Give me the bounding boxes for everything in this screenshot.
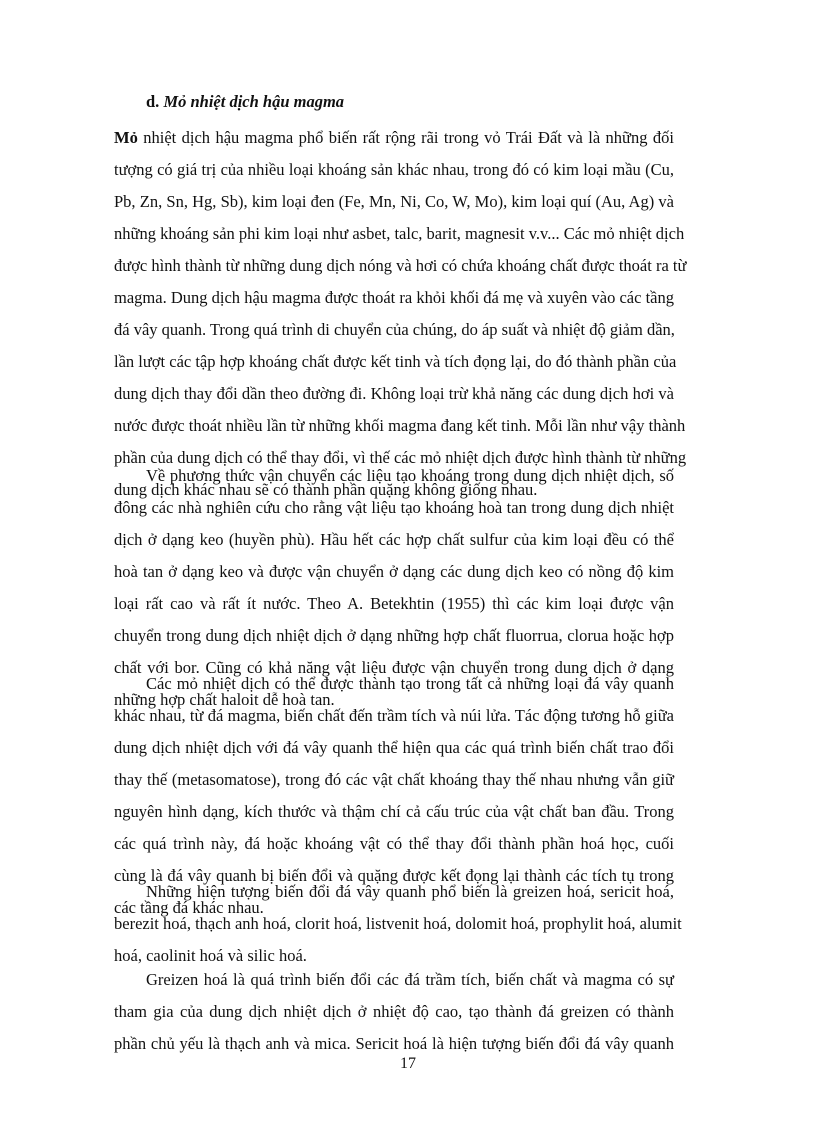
paragraph-line: berezit hoá, thạch anh hoá, clorit hoá, listvenit hoá, dolomit hoá, prophylit hoá, alumit xyxy=(114,914,682,933)
section-title: Mỏ nhiệt dịch hậu magma xyxy=(163,92,345,111)
paragraph-line: đá vây quanh. Trong quá trình di chuyển của chúng, do áp suất và nhiệt độ giảm dần, xyxy=(114,320,675,339)
paragraph-line: đông các nhà nghiên cứu cho rằng vật liệu tạo khoáng hoà tan trong dung dịch nhiệt xyxy=(114,498,674,517)
paragraph-line: Mỏ nhiệt dịch hậu magma phổ biến rất rộng rãi trong vỏ Trái Đất và là những đối xyxy=(114,128,674,147)
paragraph-1 xyxy=(114,122,687,506)
page-number: 17 xyxy=(400,1055,416,1072)
paragraph-line: các tầng đá khác nhau. xyxy=(114,898,264,917)
paragraph-line: những khoáng sản phi kim loại như asbet, talc, barit, magnesit v.v... Các mỏ nhiệt dịch xyxy=(114,224,685,243)
paragraph-line: dung dịch thay đổi dần theo đường đi. Không loại trừ khả năng các dung dịch hơi và xyxy=(114,384,674,403)
paragraph-line: hoá, caolinit hoá và silic hoá. xyxy=(114,946,307,965)
paragraph-line: dung dịch nhiệt dịch với đá vây quanh thể hiện qua các quá trình biến chất trao đổi xyxy=(114,738,674,757)
paragraph-line: Các mỏ nhiệt dịch có thể được thành tạo trong tất cả những loại đá vây quanh xyxy=(146,674,674,693)
paragraph-line: lần lượt các tập hợp khoáng chất được kết tinh và tích đọng lại, do đó thành phần của xyxy=(114,352,677,371)
paragraph-5 xyxy=(114,964,674,1060)
paragraph-line: được hình thành từ những dung dịch nóng và hơi có chứa khoáng chất được thoát ra từ xyxy=(114,256,687,275)
paragraph-line: chuyển trong dung dịch nhiệt dịch ở dạng những hợp chất fluorrua, clorua hoặc hợp xyxy=(114,626,674,645)
paragraph-lead-word: Mỏ xyxy=(114,128,138,147)
paragraph-line: Pb, Zn, Sn, Hg, Sb), kim loại đen (Fe, Mn, Ni, Co, W, Mo), kim loại quí (Au, Ag) và xyxy=(114,192,674,211)
paragraph-line: các quá trình này, đá hoặc khoáng vật có thể thay đổi thành phần hoá học, cuối xyxy=(114,834,674,853)
paragraph-line: Những hiện tượng biến đổi đá vây quanh phổ biến là greizen hoá, sericit hoá, xyxy=(146,882,674,901)
paragraph-line: magma. Dung dịch hậu magma được thoát ra khỏi khối đá mẹ và xuyên vào các tầng xyxy=(114,288,674,307)
paragraph-line: khác nhau, từ đá magma, biến chất đến trầm tích và núi lửa. Tác động tương hỗ giữa xyxy=(114,706,674,725)
paragraph-line: nước được thoát nhiều lần từ những khối magma đang kết tinh. Mỗi lần như vậy thành xyxy=(114,416,686,435)
paragraph-line: hoà tan ở dạng keo và được vận chuyển ở dạng các dung dịch keo có nồng độ kim xyxy=(114,562,674,581)
paragraph-line: phần của dung dịch có thể thay đổi, vì thế các mỏ nhiệt dịch được hình thành từ những xyxy=(114,448,687,467)
paragraph-line: Về phương thức vận chuyển các liệu tạo khoáng trong dung dịch nhiệt dịch, số xyxy=(146,466,674,485)
paragraph-line: thay thế (metasomatose), trong đó các vật chất khoáng thay thế nhau nhưng vẫn giữ xyxy=(114,770,674,789)
paragraph-line: tham gia của dung dịch nhiệt dịch ở nhiệt độ cao, tạo thành đá greizen có thành xyxy=(114,1002,674,1021)
section-heading xyxy=(146,91,344,113)
paragraph-line: phần chủ yếu là thạch anh và mica. Sericit hoá là hiện tượng biến đổi đá vây quanh xyxy=(114,1034,674,1053)
paragraph-line: dịch ở dạng keo (huyền phù). Hầu hết các hợp chất sulfur của kim loại đều có thể xyxy=(114,530,674,549)
paragraph-line: những hợp chất haloit dễ hoà tan. xyxy=(114,690,335,709)
paragraph-line: nguyên hình dạng, kích thước và thậm chí cả cấu trúc của vật chất ban đầu. Trong xyxy=(114,802,674,821)
paragraph-line: cùng là đá vây quanh bị biến đổi và quặng được kết đọng lại thành các tích tụ trong xyxy=(114,866,674,885)
paragraph-line: dung dịch khác nhau sẽ có thành phần quặng không giống nhau. xyxy=(114,480,538,499)
paragraph-4 xyxy=(114,876,682,972)
paragraph-line: chất với bor. Cũng có khả năng vật liệu được vận chuyển trong dung dịch ở dạng xyxy=(114,658,674,677)
paragraph-line: loại rất cao và rất ít nước. Theo A. Betekhtin (1955) thì các kim loại được vận xyxy=(114,594,674,613)
section-letter: d. xyxy=(146,92,160,111)
paragraph-line: Greizen hoá là quá trình biến đổi các đá trầm tích, biến chất và magma có sự xyxy=(146,970,674,989)
paragraph-line: tượng có giá trị của nhiều loại khoáng sản khác nhau, trong đó có kim loại mầu (Cu, xyxy=(114,160,674,179)
